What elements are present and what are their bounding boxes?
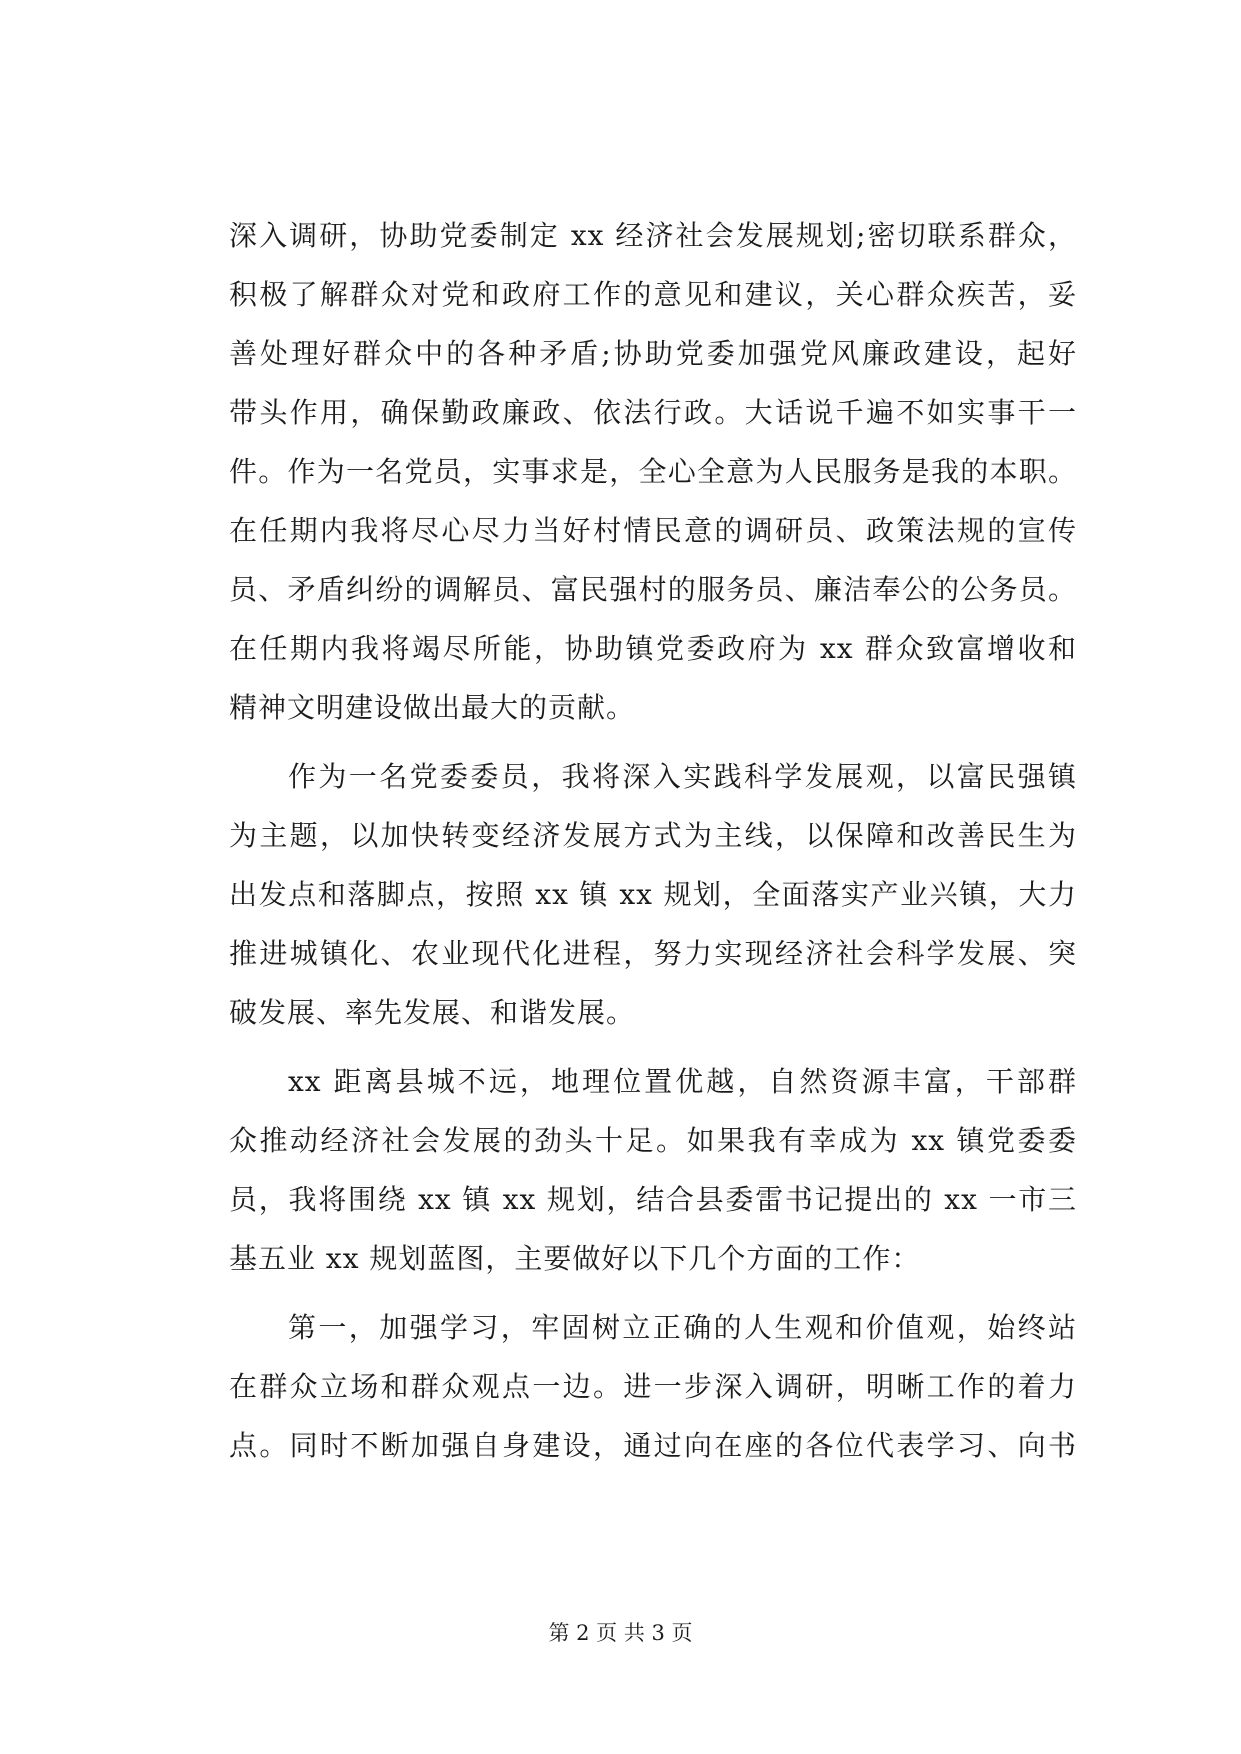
text-line: 破发展、率先发展、和谐发展。 <box>229 996 636 1029</box>
text-line: 基五业 xx 规划蓝图，主要做好以下几个方面的工作： <box>229 1242 921 1275</box>
text-line: 精神文明建设做出最大的贡献。 <box>229 691 636 724</box>
page-footer: 第 2 页 共 3 页 <box>548 1621 693 1645</box>
paragraph-3 <box>229 1052 1077 1288</box>
text-line: 在任期内我将竭尽所能，协助镇党委政府为 xx 群众致富增收和 <box>229 632 1077 665</box>
paragraph-2 <box>229 747 1077 1042</box>
text-line: 第一，加强学习，牢固树立正确的人生观和价值观，始终站 <box>288 1311 1077 1344</box>
text-line: 员、矛盾纠纷的调解员、富民强村的服务员、廉洁奉公的公务员。 <box>229 573 1077 606</box>
text-line: xx 距离县城不远，地理位置优越，自然资源丰富，干部群 <box>288 1065 1077 1098</box>
text-line: 作为一名党委委员，我将深入实践科学发展观，以富民强镇 <box>288 760 1077 793</box>
text-line: 众推动经济社会发展的劲头十足。如果我有幸成为 xx 镇党委委 <box>229 1124 1077 1157</box>
text-line: 为主题，以加快转变经济发展方式为主线，以保障和改善民生为 <box>229 819 1077 852</box>
text-line: 点。同时不断加强自身建设，通过向在座的各位代表学习、向书 <box>229 1429 1077 1462</box>
text-line: 在群众立场和群众观点一边。进一步深入调研，明晰工作的着力 <box>229 1370 1077 1403</box>
text-line: 善处理好群众中的各种矛盾;协助党委加强党风廉政建设，起好 <box>229 337 1077 370</box>
text-line: 积极了解群众对党和政府工作的意见和建议，关心群众疾苦，妥 <box>229 278 1077 311</box>
text-line: 在任期内我将尽心尽力当好村情民意的调研员、政策法规的宣传 <box>229 514 1077 547</box>
text-line: 件。作为一名党员，实事求是，全心全意为人民服务是我的本职。 <box>229 455 1077 488</box>
paragraph-4 <box>229 1298 1077 1475</box>
text-line: 推进城镇化、农业现代化进程，努力实现经济社会科学发展、突 <box>229 937 1077 970</box>
text-line: 出发点和落脚点，按照 xx 镇 xx 规划，全面落实产业兴镇，大力 <box>229 878 1077 911</box>
text-line: 员，我将围绕 xx 镇 xx 规划，结合县委雷书记提出的 xx 一市三 <box>229 1183 1077 1216</box>
paragraph-1 <box>229 206 1077 737</box>
text-line: 深入调研，协助党委制定 xx 经济社会发展规划;密切联系群众， <box>229 219 1077 252</box>
text-line: 带头作用，确保勤政廉政、依法行政。大话说千遍不如实事干一 <box>229 396 1077 429</box>
document-body <box>229 206 1077 1475</box>
